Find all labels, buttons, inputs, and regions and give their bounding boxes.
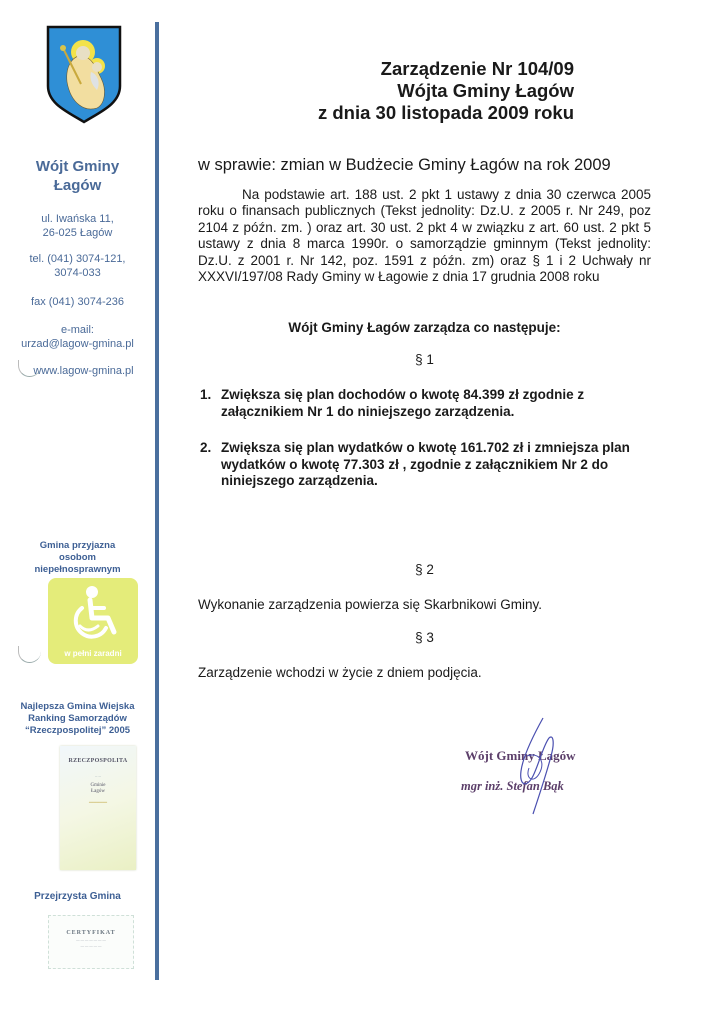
section-3-heading: § 3 bbox=[415, 630, 434, 645]
office-fax: fax (041) 3074-236 bbox=[31, 296, 124, 308]
section-2-text: Wykonanie zarządzenia powierza się Skarbnikowi Gminy. bbox=[198, 597, 543, 612]
office-name: Wójt Gminy Łagów bbox=[35, 158, 120, 194]
section-2-heading: § 2 bbox=[415, 562, 434, 577]
section-3-text: Zarządzenie wchodzi w życie z dniem podjęcia. bbox=[198, 665, 482, 680]
legal-basis-paragraph: Na podstawie art. 188 ust. 2 pkt 1 ustawy z dnia 30 czerwca 2005 roku o finansach publicznych (Tekst jednolity: Dz.U. z 2005 r. Nr 249, poz 2104 z późn. zm. ) oraz art. 30 ust. 2 pkt 4 w związku z art. 60 ust. 2 pkt 5 ustawy z dnia 8 marca 1990r. o samorządzie gminnym (Tekst jednolity: Dz.U. z 2001 r. Nr 142, poz. 1591 z późn. zm) oraz § 1 i 2 Uchwały nr XXXVI/197/08 Rady Gminy w Łagowie z dnia 17 grudnia 2008 roku bbox=[198, 187, 651, 285]
office-email: e-mail: urzad@lagow-gmina.pl bbox=[0, 323, 155, 351]
ranking-diploma-image: RZECZPOSPOLITA ····· Gminie Łagów ━━━━━━ bbox=[60, 746, 136, 870]
office-phone: tel. (041) 3074-121, 3074-033 bbox=[29, 253, 126, 279]
transparency-certificate-image: CERTYFIKAT — — — — — — — — — — — — bbox=[48, 915, 134, 969]
section-1-item: 2. Zwiększa się plan wydatków o kwotę 161.702 zł i zmniejsza plan wydatków o kwotę 77.303 zł , zgodnie z załącznikiem Nr 2 do niniejszego zarządzenia. bbox=[200, 440, 630, 488]
document-title: Zarządzenie Nr 104/09 Wójta Gminy Łagów z dnia 30 listopada 2009 roku bbox=[317, 58, 574, 123]
section-1-heading: § 1 bbox=[415, 352, 434, 367]
handwritten-signature-icon bbox=[503, 716, 573, 816]
letterhead-sidebar bbox=[0, 0, 160, 1024]
letterhead-divider bbox=[155, 22, 159, 980]
website-link[interactable]: www.lagow-gmina.pl bbox=[33, 365, 134, 377]
signatory-title: Wójt Gminy Łagów bbox=[465, 748, 576, 763]
badge-disability-caption: Gmina przyjazna osobom niepełnosprawnym bbox=[34, 540, 121, 575]
badge-slogan: w pełni zaradni bbox=[64, 649, 122, 658]
disability-friendly-badge bbox=[48, 578, 138, 664]
section-1-item: 1. Zwiększa się plan dochodów o kwotę 84.399 zł zgodnie z załącznikiem Nr 1 do niniejszego zarządzenia. bbox=[200, 387, 585, 419]
document-body bbox=[170, 0, 728, 1024]
office-address: ul. Iwańska 11, 26-025 Łagów bbox=[41, 213, 114, 239]
document-subject: w sprawie: zmian w Budżecie Gminy Łagów na rok 2009 bbox=[198, 156, 611, 174]
scan-artifact bbox=[18, 646, 41, 663]
wheelchair-icon bbox=[48, 578, 138, 648]
signatory-name: mgr inż. Stefan Bąk bbox=[461, 779, 564, 793]
coat-of-arms-icon bbox=[45, 24, 123, 124]
badge-ranking-caption: Najlepsza Gmina Wiejska Ranking Samorządów “Rzeczpospolitej” 2005 bbox=[20, 701, 135, 736]
badge-transparency-caption: Przejrzysta Gmina bbox=[34, 891, 121, 902]
email-link[interactable]: urzad@lagow-gmina.pl bbox=[21, 338, 134, 350]
decree-statement: Wójt Gminy Łagów zarządza co następuje: bbox=[288, 320, 561, 335]
